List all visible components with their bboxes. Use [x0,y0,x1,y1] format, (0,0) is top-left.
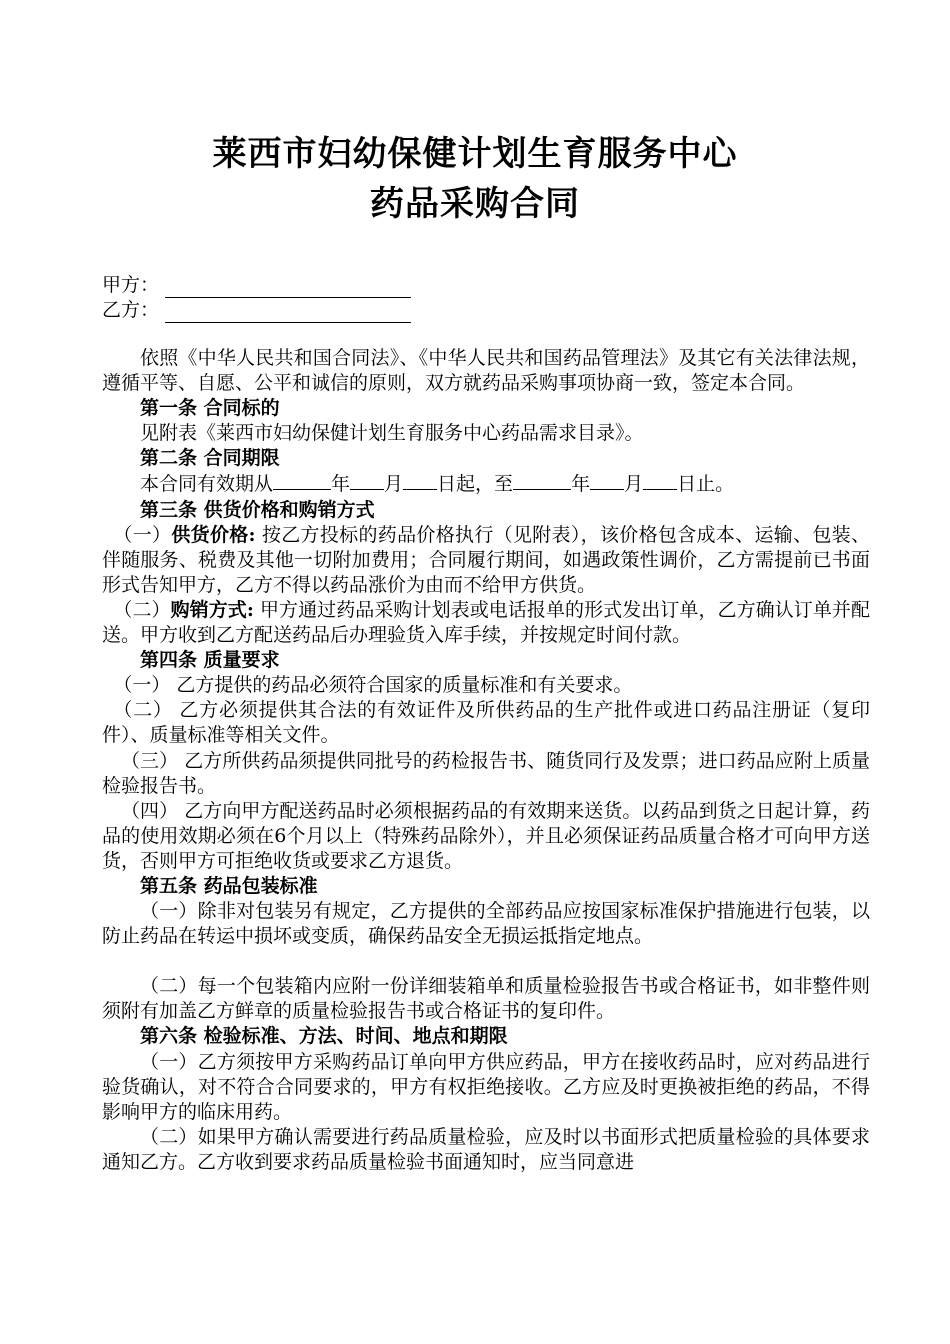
purchase-method-text: 甲方通过药品采购计划表或电话报单的形式发出订单，乙方确认订单并配送。甲方收到乙方配送药品后办理验货入库手续，并按规定时间付款。 [102,598,870,647]
end-day-blank [643,471,677,490]
party-b-line [102,297,411,323]
day-to-label: 日止。 [677,473,735,496]
article-2-term [102,471,870,497]
article-2-heading: 第二条 合同期限 [140,447,280,470]
article-3-item-1 [102,523,870,598]
start-day-blank [403,471,437,490]
party-a-line [102,272,411,298]
article-5-item-1: （一）除非对包装另有规定，乙方提供的全部药品应按国家标准保护措施进行包装，以防止药品在转运中损坏或变质，确保药品安全无损运抵指定地点。 [102,900,870,948]
month-label: 月 [384,473,404,496]
year-label: 年 [331,473,351,496]
party-a-label: 甲方： [102,274,160,296]
year2-label: 年 [571,473,591,496]
start-month-blank [350,471,384,490]
article-4-item-4: （四） 乙方向甲方配送药品时必须根据药品的有效期来送货。以药品到货之日起计算，药品的使用效期必须在6个月以上（特殊药品除外），并且必须保证药品质量合格才可向甲方送货，否则甲方可拒绝收货或要求乙方退货。 [102,799,870,872]
day-from-label: 日起，至 [437,473,514,496]
article-1-heading: 第一条 合同标的 [140,397,280,420]
article-6-heading: 第六条 检验标准、方法、时间、地点和期限 [140,1025,508,1048]
item-number: （二） [113,598,171,621]
purchase-method-label: 购销方式: [170,598,254,621]
article-1-text: 见附表《莱西市妇幼保健计划生育服务中心药品需求目录》。 [140,422,644,445]
article-4-item-1: （一） 乙方提供的药品必须符合国家的质量标准和有关要求。 [113,674,633,697]
article-4-item-2: （二） 乙方必须提供其合法的有效证件及所供药品的生产批件或进口药品注册证（复印件）、质量标准等相关文件。 [102,699,870,747]
party-b-blank [165,302,411,323]
document-title: 莱西市妇幼保健计划生育服务中心 [212,134,738,174]
document-subtitle: 药品采购合同 [370,184,580,224]
item-number: （一） [113,523,172,546]
article-5-item-2: （二）每一个包装箱内应附一份详细装箱单和质量检验报告书或合格证书，如非整件则须附有加盖乙方鲜章的质量检验报告书或合格证书的复印件。 [102,975,870,1023]
article-4-heading: 第四条 质量要求 [140,649,280,672]
article-6-item-2: （二）如果甲方确认需要进行药品质量检验，应及时以书面形式把质量检验的具体要求通知乙方。乙方收到要求药品质量检验书面通知时，应当同意进 [102,1125,870,1173]
party-b-label: 乙方： [102,299,160,321]
supply-price-text: 按乙方投标的药品价格执行（见附表），该价格包含成本、运输、包装、伴随服务、税费及其他一切附加费用；合同履行期间，如遇政策性调价，乙方需提前已书面形式告知甲方，乙方不得以药品涨价为由而不给甲方供货。 [102,523,870,596]
month2-label: 月 [624,473,644,496]
end-year-blank [513,471,571,490]
article-5-heading: 第五条 药品包装标准 [140,874,318,897]
article-3-heading: 第三条 供货价格和购销方式 [140,498,375,521]
supply-price-label: 供货价格: [171,523,256,546]
end-month-blank [590,471,624,490]
article-6-item-1: （一）乙方须按甲方采购药品订单向甲方供应药品，甲方在接收药品时，应对药品进行验货确认，对不符合合同要求的，甲方有权拒绝接收。乙方应及时更换被拒绝的药品，不得影响甲方的临床用药。 [102,1050,870,1123]
article-4-item-3: （三） 乙方所供药品须提供同批号的药检报告书、随货同行及发票；进口药品应附上质量检验报告书。 [102,749,870,797]
paragraph-gap [102,949,870,974]
term-prefix: 本合同有效期从 [140,473,274,496]
party-a-blank [165,277,411,298]
preamble-paragraph: 依照《中华人民共和国合同法》、《中华人民共和国药品管理法》及其它有关法律法规，遵循平等、自愿、公平和诚信的原则，双方就药品采购事项协商一致，签定本合同。 [102,347,870,395]
start-year-blank [273,471,331,490]
article-3-item-2 [102,598,870,648]
contract-body [102,346,870,1175]
